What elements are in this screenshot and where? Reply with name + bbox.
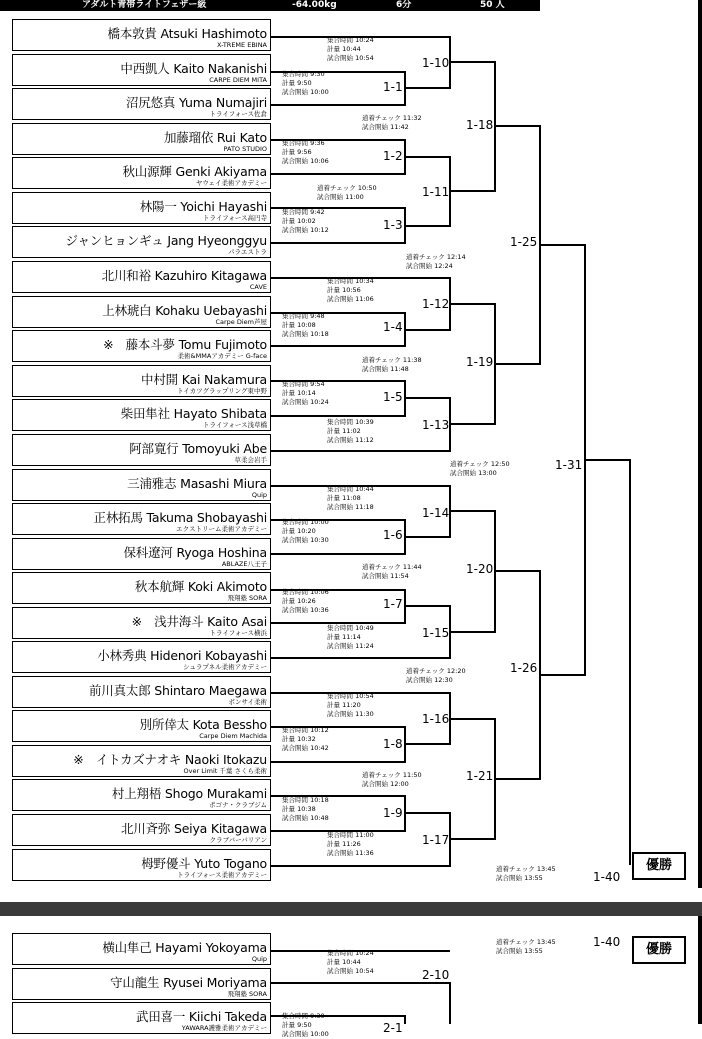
competitor-gym: ABLAZE八王子 (221, 560, 267, 568)
match-schedule: 集合時間 10:49 計量 11:14 試合開始 11:24 (327, 624, 374, 650)
competitor-box (12, 399, 271, 431)
competitor-box (12, 261, 271, 293)
competitor-gym: ボンサイ柔術 (228, 698, 267, 706)
competitor-box (12, 157, 271, 189)
competitor-name: 保科遼河 Ryoga Hoshina (123, 545, 267, 560)
competitor-box (12, 1002, 271, 1034)
competitor-gym: 飛翔塾 SORA (227, 990, 267, 998)
competitor-box (12, 968, 271, 1000)
competitor-gym: トライフォース柔術アカデミー (177, 871, 267, 879)
competitor-name: 三浦雅志 Masashi Miura (127, 476, 267, 491)
competitor-name: 林陽一 Yoichi Hayashi (139, 199, 267, 214)
competitor-gym: Quip (251, 491, 267, 499)
competitor-gym: Carpe Diem芦屋 (215, 318, 267, 326)
match-schedule: 集合時間 10:06 計量 10:26 試合開始 10:36 (282, 588, 329, 614)
match-schedule: 道着チェック 12:20 試合開始 12:30 (406, 667, 466, 684)
match-number: 1-1 (383, 80, 403, 94)
match-schedule: 集合時間 9:30 計量 9:50 試合開始 10:00 (282, 1012, 329, 1038)
match-schedule: 集合時間 10:24 計量 10:44 試合開始 10:54 (327, 949, 374, 975)
competitor-box (12, 434, 271, 466)
competitor-box (12, 538, 271, 570)
competitor-name: 秋本航輝 Koki Akimoto (134, 579, 267, 594)
competitor-gym: ポゴナ・クラブジム (209, 801, 267, 809)
competitor-box (12, 745, 271, 777)
match-schedule: 集合時間 10:44 計量 11:08 試合開始 11:18 (327, 485, 374, 511)
match-schedule: 集合時間 10:24 計量 10:44 試合開始 10:54 (327, 36, 374, 62)
competitor-gym: トライフォース高円寺 (203, 214, 267, 222)
match-number: 1-12 (422, 297, 450, 311)
match-schedule: 集合時間 10:00 計量 10:20 試合開始 10:30 (282, 518, 329, 544)
competitor-name: 前川真太郎 Shintaro Maegawa (89, 683, 267, 698)
competitor-box (12, 192, 271, 224)
match-schedule: 道着チェック 13:45 試合開始 13:55 (496, 865, 556, 882)
competitor-gym: トライフォース佐倉 (209, 110, 267, 118)
match-number: 1-40 (593, 870, 621, 884)
match-schedule: 集合時間 9:30 計量 9:50 試合開始 10:00 (282, 70, 329, 96)
competitor-box (12, 503, 271, 535)
champion-box: 優勝 (632, 852, 686, 880)
competitor-name: ジャンヒョンギュ Jang Hyeonggyu (65, 233, 267, 248)
competitor-gym: 飛翔塾 SORA (227, 594, 267, 602)
match-number: 1-31 (555, 458, 583, 472)
match-schedule: 道着チェック 13:45 試合開始 13:55 (496, 938, 556, 955)
match-number: 1-7 (383, 597, 403, 611)
competitor-gym: Carpe Diem Machida (199, 732, 267, 740)
match-number: 1-19 (466, 355, 494, 369)
competitor-name: ※ 藤本斗夢 Tomu Fujimoto (103, 337, 267, 352)
match-number: 1-4 (383, 320, 403, 334)
match-number: 1-21 (466, 769, 494, 783)
match-number: 1-9 (383, 806, 403, 820)
competitor-name: 武田喜一 Kiichi Takeda (135, 1009, 267, 1024)
match-number: 1-2 (383, 149, 403, 163)
match-number: 1-15 (422, 626, 450, 640)
match-schedule: 集合時間 9:54 計量 10:14 試合開始 10:24 (282, 380, 329, 406)
champion-box: 優勝 (632, 936, 686, 964)
match-schedule: 道着チェック 11:32 試合開始 11:42 (362, 114, 422, 131)
competitor-gym: YAWARA護雅柔術アカデミー (181, 1024, 267, 1032)
competitor-gym: トライフォース浅草橋 (203, 421, 267, 429)
match-number: 1-8 (383, 737, 403, 751)
match-schedule: 集合時間 11:00 計量 11:26 試合開始 11:36 (327, 831, 374, 857)
competitor-name: 守山龍生 Ryusei Moriyama (110, 975, 267, 990)
competitor-box (12, 849, 271, 881)
entrant-count: 50 人 (480, 0, 505, 10)
match-number: 1-40 (593, 935, 621, 949)
competitor-gym: Over Limit 千葉 さくら柔術 (183, 767, 267, 775)
competitor-gym: ヤウェイ柔術アカデミー (195, 179, 267, 187)
match-schedule: 集合時間 10:18 計量 10:38 試合開始 10:48 (282, 796, 329, 822)
match-number: 1-17 (422, 833, 450, 847)
competitor-name: 加藤瑠依 Rui Kato (163, 130, 267, 145)
competitor-gym: 草柔会岩手 (234, 456, 267, 464)
competitor-box (12, 572, 271, 604)
division-weight: -64.00kg (292, 0, 337, 10)
competitor-name: 上林琥白 Kohaku Uebayashi (102, 303, 267, 318)
match-schedule: 集合時間 10:12 計量 10:32 試合開始 10:42 (282, 726, 329, 752)
match-number: 1-20 (466, 562, 494, 576)
match-number: 1-5 (383, 390, 403, 404)
competitor-gym: Quip (251, 955, 267, 963)
competitor-box (12, 365, 271, 397)
competitor-gym: CARPE DIEM MITA (209, 76, 267, 84)
match-schedule: 道着チェック 11:44 試合開始 11:54 (362, 563, 422, 580)
competitor-box (12, 641, 271, 673)
competitor-box (12, 19, 271, 51)
competitor-gym: 柔術&MMAアカデミー G-face (177, 352, 267, 360)
match-schedule: 集合時間 10:34 計量 10:56 試合開始 11:06 (327, 277, 374, 303)
match-number: 1-25 (510, 235, 538, 249)
competitor-gym: トイカツグラップリング東中野 (177, 387, 267, 395)
match-schedule: 集合時間 10:39 計量 11:02 試合開始 11:12 (327, 418, 374, 444)
competitor-box (12, 330, 271, 362)
competitor-box (12, 88, 271, 120)
match-number: 2-10 (422, 968, 450, 982)
competitor-box (12, 676, 271, 708)
bracket-line (585, 460, 630, 865)
match-schedule: 道着チェック 12:14 試合開始 12:24 (406, 253, 466, 270)
competitor-box (12, 123, 271, 155)
competitor-name: 北川和裕 Kazuhiro Kitagawa (101, 268, 267, 283)
match-number: 1-26 (510, 661, 538, 675)
competitor-name: 中西凱人 Kaito Nakanishi (120, 61, 267, 76)
competitor-name: 橋本敦貴 Atsuki Hashimoto (107, 26, 267, 41)
competitor-gym: シュラプネル柔術アカデミー (182, 663, 267, 671)
match-number: 1-14 (422, 506, 450, 520)
match-number: 1-11 (422, 185, 450, 199)
match-schedule: 集合時間 10:54 計量 11:20 試合開始 11:30 (327, 692, 374, 718)
competitor-gym: クラブバーバリアン (209, 836, 267, 844)
competitor-name: ※ イトカズナオキ Naoki Itokazu (73, 752, 267, 767)
match-number: 1-3 (383, 218, 403, 232)
match-schedule: 道着チェック 11:50 試合開始 12:00 (362, 771, 422, 788)
match-time: 6分 (396, 0, 412, 10)
competitor-gym: CAVE (249, 283, 267, 291)
competitor-name: 中村開 Kai Nakamura (141, 372, 267, 387)
match-schedule: 道着チェック 12:50 試合開始 13:00 (450, 460, 510, 477)
competitor-box (12, 226, 271, 258)
match-schedule: 集合時間 9:48 計量 10:08 試合開始 10:18 (282, 312, 329, 338)
competitor-gym: エクストリーム柔術アカデミー (176, 525, 267, 533)
match-number: 1-6 (383, 528, 403, 542)
competitor-name: 横山隼己 Hayami Yokoyama (102, 940, 267, 955)
division-name: アダルト青帯ライトフェザー級 (82, 0, 207, 10)
competitor-box (12, 710, 271, 742)
competitor-name: 別所倖太 Kota Bessho (139, 717, 267, 732)
competitor-name: 阿部寛行 Tomoyuki Abe (129, 441, 267, 456)
match-schedule: 道着チェック 10:50 試合開始 11:00 (317, 184, 377, 201)
competitor-gym: X-TREME EBINA (216, 41, 267, 49)
competitor-box (12, 54, 271, 86)
competitor-name: 柴田隼社 Hayato Shibata (120, 406, 267, 421)
bracket-line (495, 571, 540, 779)
competitor-name: 秋山源輝 Genki Akiyama (122, 164, 267, 179)
match-number: 2-1 (383, 1021, 403, 1035)
competitor-box (12, 607, 271, 639)
competitor-box (12, 933, 271, 965)
match-schedule: 集合時間 9:36 計量 9:56 試合開始 10:06 (282, 139, 329, 165)
competitor-name: 北川斉弥 Seiya Kitagawa (120, 821, 267, 836)
competitor-box (12, 779, 271, 811)
competitor-box (12, 814, 271, 846)
competitor-gym: パラエストラ (228, 248, 267, 256)
competitor-name: 栂野優斗 Yuto Togano (141, 856, 267, 871)
competitor-name: 正林拓馬 Takuma Shobayashi (93, 510, 267, 525)
competitor-name: 小林秀典 Hidenori Kobayashi (97, 648, 267, 663)
competitor-box (12, 469, 271, 501)
match-number: 1-16 (422, 712, 450, 726)
match-schedule: 道着チェック 11:38 試合開始 11:48 (362, 356, 422, 373)
match-number: 1-18 (466, 118, 494, 132)
match-schedule: 集合時間 9:42 計量 10:02 試合開始 10:12 (282, 208, 329, 234)
competitor-name: ※ 浅井海斗 Kaito Asai (131, 614, 267, 629)
match-number: 1-10 (422, 56, 450, 70)
match-number: 1-13 (422, 418, 450, 432)
competitor-name: 沼尻悠真 Yuma Numajiri (126, 95, 267, 110)
competitor-box (12, 296, 271, 328)
competitor-gym: トライフォース横浜 (209, 629, 267, 637)
competitor-gym: PATO STUDIO (223, 145, 267, 153)
competitor-name: 村上翔梧 Shogo Murakami (111, 786, 267, 801)
